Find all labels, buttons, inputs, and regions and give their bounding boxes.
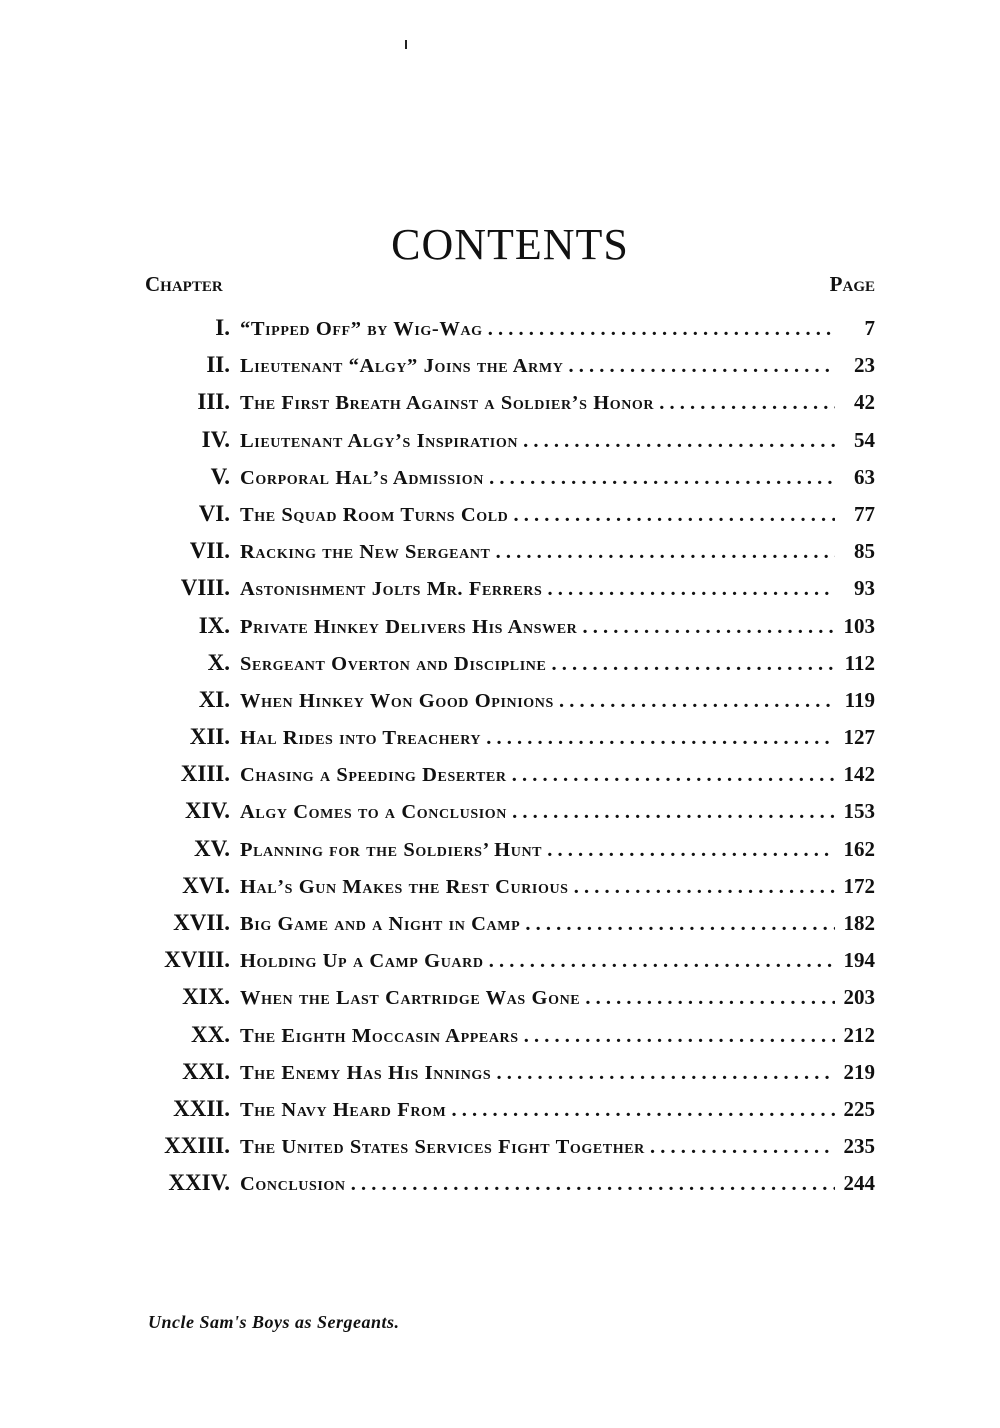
page-number: 127 — [843, 725, 875, 750]
chapter-numeral: XIV. — [185, 798, 230, 824]
page-number: 112 — [844, 650, 875, 675]
page-number: 93 — [854, 576, 875, 601]
chapter-numeral: XI. — [198, 686, 230, 712]
chapter-numeral: XVIII. — [164, 947, 230, 973]
page-number: 235 — [843, 1134, 875, 1159]
chapter-title: Hal’s Gun Makes the Rest Curious . . . — [240, 869, 835, 906]
chapter-numeral: XXIV. — [168, 1170, 230, 1196]
chapter-numeral: X. — [207, 649, 230, 675]
chapter-title: When Hinkey Won Good Opinions . . . — [240, 683, 835, 720]
page-number: 203 — [843, 985, 875, 1010]
chapter-numeral: IV. — [201, 426, 230, 452]
toc-entry — [140, 644, 875, 681]
toc-entry — [140, 1164, 875, 1201]
page-number: 212 — [843, 1022, 875, 1047]
chapter-numeral: XVII. — [173, 910, 230, 935]
chapter-numeral: VIII. — [180, 575, 230, 601]
page-number: 77 — [854, 501, 875, 526]
page-number: 172 — [843, 873, 875, 898]
chapter-numeral: XXIII. — [164, 1133, 230, 1159]
chapter-numeral: XII. — [189, 724, 230, 750]
chapter-title: Corporal Hal’s Admission . . . — [240, 460, 835, 497]
chapter-title: When the Last Cartridge Was Gone . . . — [240, 980, 835, 1017]
chapter-title: Hal Rides into Treachery . . . — [240, 720, 835, 757]
page-number: 23 — [854, 353, 875, 378]
chapter-title: Racking the New Sergeant . . . — [240, 534, 835, 571]
page-number: 219 — [843, 1059, 875, 1084]
chapter-numeral: XVI. — [182, 872, 230, 898]
chapter-title: The First Breath Against a Soldier’s Honor . . . — [240, 385, 835, 422]
chapter-title: Astonishment Jolts Mr. Ferrers . . . — [240, 571, 835, 608]
toc-entry — [140, 755, 875, 792]
page-number: 103 — [843, 613, 875, 638]
page-number: 162 — [843, 836, 875, 861]
page-number: 63 — [854, 464, 875, 489]
toc-entry — [140, 495, 875, 532]
page-number: 119 — [844, 687, 875, 712]
chapter-numeral: VI. — [198, 500, 230, 526]
toc-entry — [140, 681, 875, 718]
toc-entry — [140, 569, 875, 606]
chapter-numeral: XIII. — [180, 761, 230, 787]
page-number: 194 — [843, 948, 875, 973]
chapter-title: Planning for the Soldiers’ Hunt . . . — [240, 832, 835, 869]
page-title: CONTENTS — [391, 220, 629, 270]
toc-entry — [140, 309, 875, 346]
chapter-numeral: XXI. — [182, 1058, 230, 1084]
chapter-title: Sergeant Overton and Discipline . . . — [240, 646, 835, 683]
toc-entry — [140, 458, 875, 495]
page-number: 142 — [843, 762, 875, 787]
toc-entry — [140, 532, 875, 569]
chapter-title: Lieutenant Algy’s Inspiration . . . — [240, 423, 835, 460]
toc-header — [145, 272, 875, 298]
chapter-title: “Tipped Off” by Wig-Wag . . . — [240, 311, 835, 348]
chapter-title: The Eighth Moccasin Appears . . . — [240, 1018, 835, 1055]
page-number: 85 — [854, 539, 875, 564]
toc-entry — [140, 718, 875, 755]
page-number: 225 — [843, 1096, 875, 1121]
toc-entry — [140, 1053, 875, 1090]
chapter-numeral: XV. — [193, 835, 230, 861]
chapter-numeral: II. — [206, 352, 230, 378]
chapter-title: Algy Comes to a Conclusion . . . — [240, 794, 835, 831]
toc-entry — [140, 978, 875, 1015]
print-speck — [405, 40, 407, 49]
chapter-title: Lieutenant “Algy” Joins the Army . . . — [240, 348, 835, 385]
page-number: 182 — [843, 911, 875, 935]
chapter-title: The Navy Heard From . . . — [240, 1092, 835, 1129]
chapter-numeral: III. — [197, 389, 230, 415]
toc-entry — [140, 383, 875, 420]
running-footer: Uncle Sam's Boys as Sergeants. — [148, 1312, 400, 1332]
chapter-numeral: XIX. — [182, 984, 230, 1010]
toc-entry — [140, 607, 875, 644]
chapter-title: Chasing a Speeding Deserter . . . — [240, 757, 835, 794]
chapter-title: The Squad Room Turns Cold . . . — [240, 497, 835, 534]
chapter-title: The United States Services Fight Together . . . — [240, 1129, 835, 1166]
toc-entry — [140, 1016, 875, 1053]
toc-entry — [140, 830, 875, 867]
chapter-title: Conclusion . . . — [240, 1166, 835, 1203]
toc-entry — [140, 1127, 875, 1164]
table-of-contents — [140, 309, 875, 1202]
toc-entry — [140, 867, 875, 904]
page-number: 153 — [843, 799, 875, 824]
chapter-numeral: XXII. — [173, 1095, 230, 1121]
toc-entry — [140, 941, 875, 978]
chapter-title: Holding Up a Camp Guard . . . — [240, 943, 835, 980]
chapter-title: Big Game and a Night in Camp . . . — [240, 906, 835, 943]
toc-entry — [140, 1090, 875, 1127]
toc-entry — [140, 346, 875, 383]
page-number: 7 — [864, 316, 875, 340]
page-column-label: Page — [829, 272, 875, 296]
toc-entry — [140, 421, 875, 458]
chapter-numeral: IX. — [198, 612, 230, 638]
page-number: 244 — [843, 1171, 875, 1196]
chapter-title: The Enemy Has His Innings . . . — [240, 1055, 835, 1092]
page-number: 42 — [854, 390, 875, 415]
chapter-numeral: XX. — [191, 1021, 230, 1047]
chapter-numeral: I. — [215, 315, 230, 340]
page-number: 54 — [854, 427, 875, 452]
chapter-numeral: VII. — [189, 538, 230, 564]
chapter-column-label: Chapter — [145, 272, 223, 296]
toc-entry — [140, 792, 875, 829]
chapter-title: Private Hinkey Delivers His Answer . . . — [240, 609, 835, 646]
toc-entry — [140, 904, 875, 941]
chapter-numeral: V. — [210, 463, 230, 489]
